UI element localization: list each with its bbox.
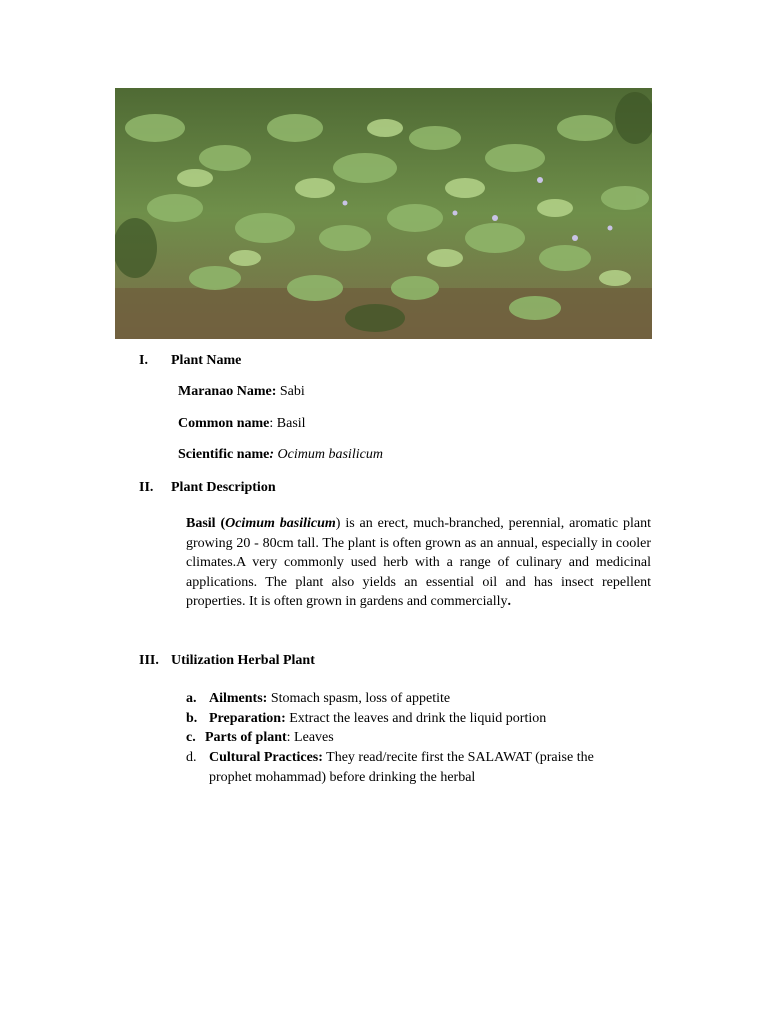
preparation-value: Extract the leaves and drink the liquid portion [285, 711, 547, 726]
scientific-name-line [178, 445, 383, 465]
ailments-value: Stomach spasm, loss of appetite [267, 691, 451, 706]
list-marker-d: d. [186, 750, 197, 765]
list-item-parts-of-plant [205, 728, 334, 748]
section-2-numeral: II. [139, 480, 154, 495]
cultural-practices-continuation: prophet mohammad) before drinking the herbal [209, 770, 476, 785]
ailments-label: Ailments: [209, 691, 268, 706]
basil-scientific-italic: Ocimum basilicum [225, 516, 336, 531]
plant-description-paragraph [186, 514, 651, 612]
description-end-period: . [507, 594, 512, 609]
section-3-numeral: III. [139, 653, 159, 668]
common-name-line [178, 414, 306, 434]
list-marker-c: c. [186, 730, 196, 745]
scientific-name-value: Ocimum basilicum [274, 447, 383, 462]
section-1-numeral: I. [139, 353, 148, 368]
cultural-practices-value: They read/recite first the SALAWAT (praise the [322, 750, 594, 765]
description-body: is an erect, much-branched, perennial, aromatic plant growing 20 - 80cm tall. The plant is often grown as an annual, especially in cooler climates.A very commonly used herb with a range of culinary and medicinal applications. The plant also yields an essential oil and has insect repellent properties. It is often grown in gardens and commercially [186, 516, 651, 609]
cultural-practices-label: Cultural Practices: [209, 750, 323, 765]
list-item-ailments [209, 689, 450, 709]
list-item-cultural-practices [209, 748, 594, 768]
basil-plant-photo [115, 88, 652, 339]
scientific-name-label: Scientific name [178, 447, 270, 462]
preparation-label: Preparation: [209, 711, 286, 726]
maranao-name-line [178, 382, 305, 402]
basil-plant-image [115, 88, 652, 339]
parts-of-plant-value: : Leaves [286, 730, 334, 745]
common-name-label: Common name [178, 416, 270, 431]
common-name-value: : Basil [269, 416, 306, 431]
section-2-heading: Plant Description [171, 480, 276, 495]
basil-bold-open: Basil ( [186, 516, 226, 531]
parts-of-plant-label: Parts of plant [205, 730, 287, 745]
basil-close-paren: ) [335, 516, 341, 531]
section-1-heading: Plant Name [171, 353, 242, 368]
list-marker-a: a. [186, 691, 197, 706]
list-marker-b: b. [186, 711, 198, 726]
scientific-name-colon: : [269, 447, 275, 462]
section-3-heading: Utilization Herbal Plant [171, 653, 315, 668]
list-item-preparation [209, 709, 546, 729]
maranao-name-label: Maranao Name: [178, 384, 277, 399]
maranao-name-value: Sabi [276, 384, 305, 399]
